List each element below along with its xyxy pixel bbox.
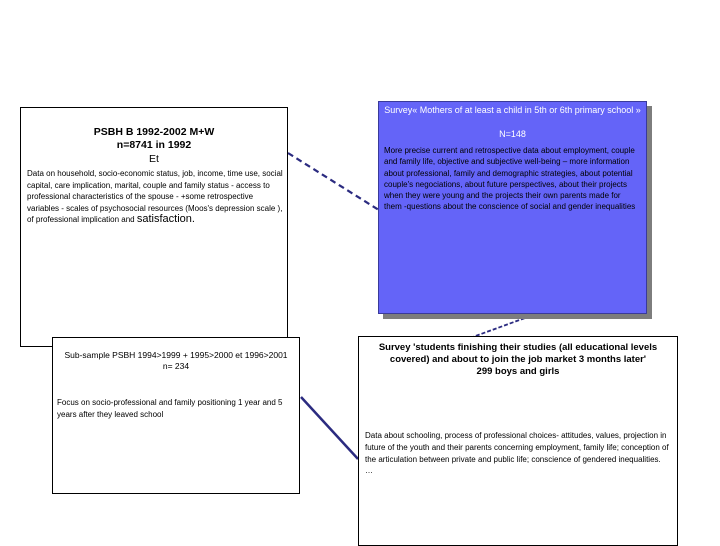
subsample-title: Sub-sample PSBH 1994>1999 + 1995>2000 et 1996>2001 [64, 350, 288, 360]
subsample-sample-size: n= 234 [162, 361, 190, 371]
students-survey-sample-size: 299 boys and girls [476, 366, 560, 377]
subsample-description: Focus on socio-professional and family positioning 1 year and 5 years after they leaved school [57, 398, 283, 419]
students-survey-header [363, 342, 673, 378]
mothers-survey-box [378, 101, 647, 314]
psbh-title: PSBH B 1992-2002 M+W [93, 126, 215, 138]
subsample-box [52, 337, 300, 494]
psbh-description-text: Data on household, socio-economic status, job, income, time use, social capital, care implication, marital, couple and family status - access to professional characteristics of the spouse - +some retrospective variables - scales of psychosocial resources (Moos's depression scale ), of professional implication and [27, 169, 283, 224]
psbh-et: Et [149, 153, 159, 165]
connector-subsample-to-students-survey [301, 397, 358, 459]
students-survey-description: Data about schooling, process of professional choices- attitudes, values, projection in future of the youth and their parents concerning employment, family life; conception of the articulation between private and public life; conscience of gendered inequalities. … [365, 431, 669, 476]
mothers-survey-title: Survey« Mothers of at least a child in 5th or 6th primary school » [384, 105, 641, 115]
psbh-panel-box [20, 107, 288, 347]
students-survey-box [358, 336, 678, 546]
psbh-description [27, 168, 283, 226]
connector-psbh-to-mothers-survey [288, 153, 382, 212]
psbh-sample-size: n=8741 in 1992 [116, 139, 192, 151]
psbh-description-end: satisfaction. [136, 213, 195, 225]
mothers-survey-description: More precise current and retrospective data about employment, couple and family life, objective and subjective well-being – more information about professional, family and demographic strategies, about potential couple's negociations, about future perspectives, about their projects when they were young and the projects their own parents made for them -questions about the conscience of social and gender inequalities [384, 146, 636, 212]
students-survey-title: Survey 'students finishing their studies (all educational levels covered) and about to join the job market 3 months later' [378, 342, 658, 365]
mothers-survey-sample-size: N=148 [499, 129, 526, 139]
subsample-header [57, 350, 295, 372]
